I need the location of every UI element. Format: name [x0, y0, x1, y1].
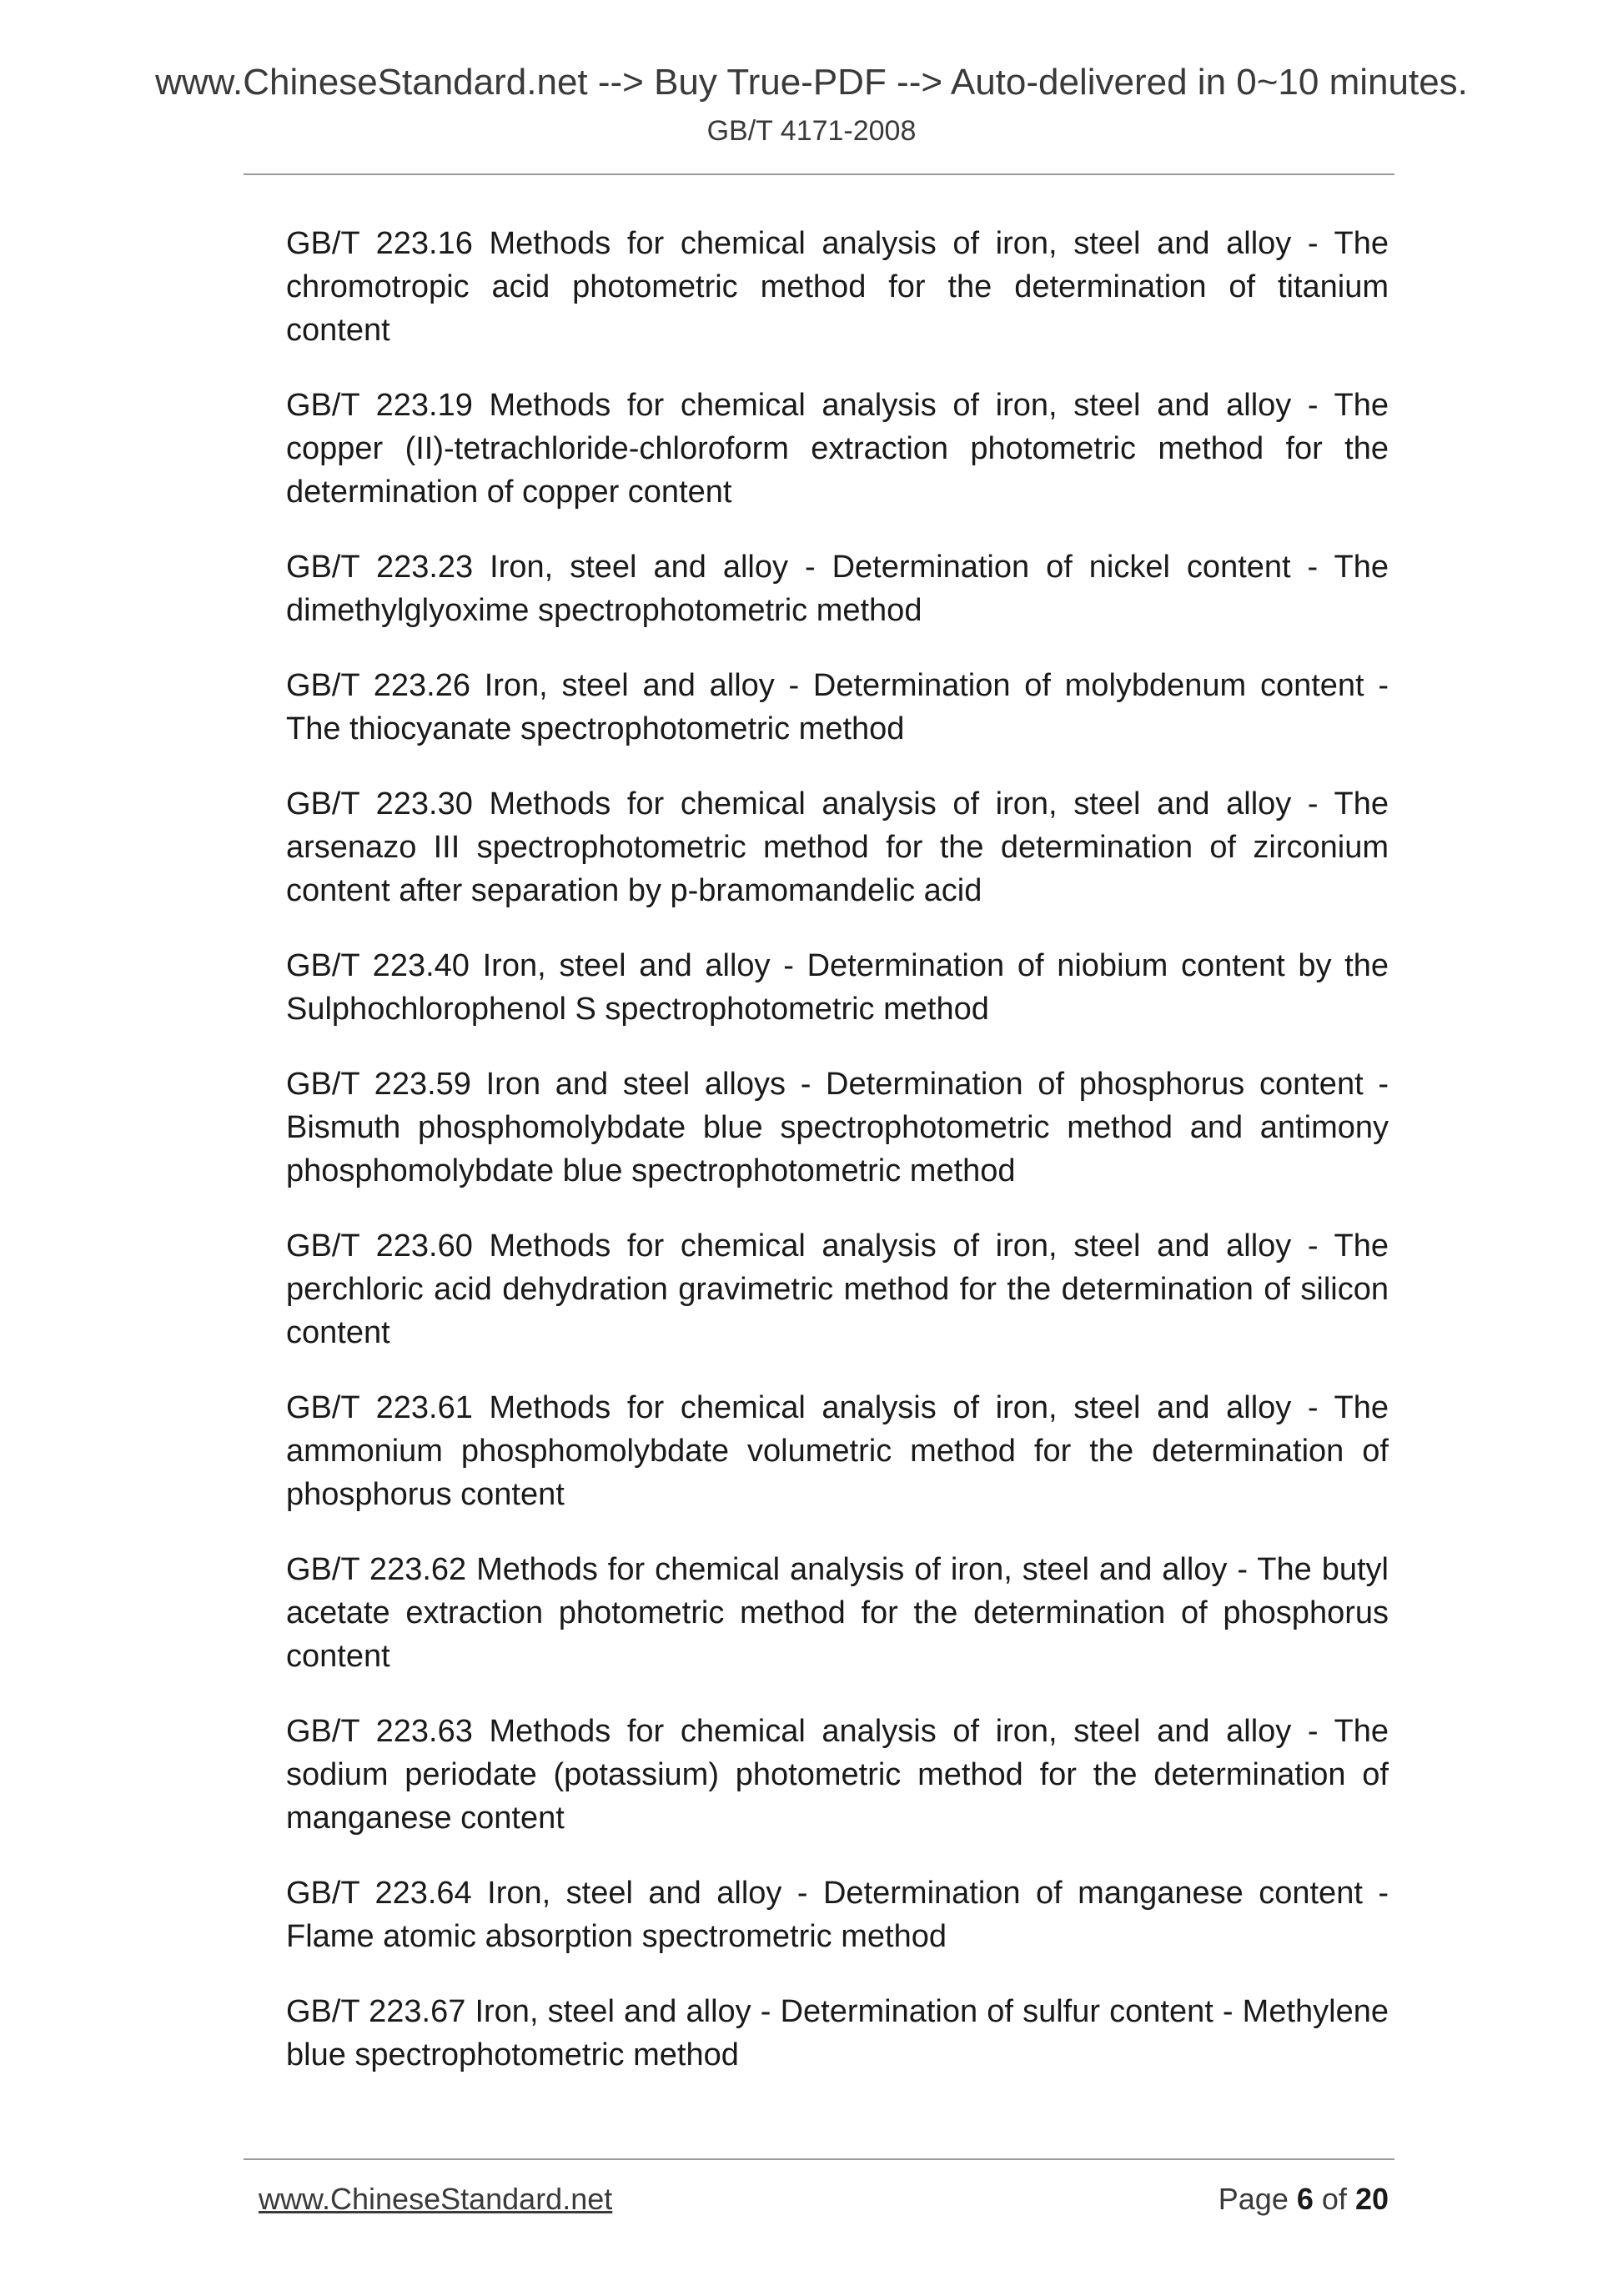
page-total: 20 [1354, 2182, 1389, 2216]
reference-item: GB/T 223.60 Methods for chemical analysis of iron, steel and alloy - The perchloric acid dehydration gravimetric method for the determination of silicon content [286, 1228, 1389, 1350]
standard-code: GB/T 4171-2008 [706, 115, 917, 147]
reference-list [286, 222, 1389, 2108]
header-divider [244, 173, 1394, 175]
footer-divider [244, 2158, 1394, 2160]
reference-item: GB/T 223.61 Methods for chemical analysis of iron, steel and alloy - The ammonium phosphomolybdate volumetric method for the determination of phosphorus content [286, 1390, 1389, 1512]
page-word: Page [1218, 2182, 1289, 2216]
page-header [0, 60, 1623, 148]
page-current: 6 [1296, 2182, 1314, 2216]
page-indicator [1219, 2178, 1389, 2220]
reference-item: GB/T 223.40 Iron, steel and alloy - Determination of niobium content by the Sulphochlorophenol S spectrophotometric method [286, 948, 1389, 1027]
site-link[interactable]: www.ChineseStandard.net [259, 2182, 613, 2216]
reference-item: GB/T 223.62 Methods for chemical analysis of iron, steel and alloy - The butyl acetate extraction photometric method for the determination of phosphorus content [286, 1552, 1389, 1674]
reference-item: GB/T 223.64 Iron, steel and alloy - Determination of manganese content - Flame atomic absorption spectrometric method [286, 1876, 1389, 1954]
reference-item: GB/T 223.16 Methods for chemical analysis of iron, steel and alloy - The chromotropic acid photometric method for the determination of titanium content [286, 226, 1389, 348]
reference-item: GB/T 223.19 Methods for chemical analysis of iron, steel and alloy - The copper (II)-tetrachloride-chloroform extraction photometric method for the determination of copper content [286, 388, 1389, 510]
reference-item: GB/T 223.67 Iron, steel and alloy - Determination of sulfur content - Methylene blue spectrophotometric method [286, 1994, 1389, 2072]
reference-item: GB/T 223.59 Iron and steel alloys - Determination of phosphorus content - Bismuth phosphomolybdate blue spectrophotometric method and antimony phosphomolybdate blue spectrophotometric method [286, 1067, 1389, 1188]
reference-item: GB/T 223.26 Iron, steel and alloy - Determination of molybdenum content - The thiocyanate spectrophotometric method [286, 668, 1389, 746]
reference-item: GB/T 223.23 Iron, steel and alloy - Determination of nickel content - The dimethylglyoxime spectrophotometric method [286, 550, 1389, 628]
header-promo-text: www.ChineseStandard.net --> Buy True-PDF --> Auto-delivered in 0~10 minutes. [155, 62, 1468, 103]
reference-item: GB/T 223.63 Methods for chemical analysis of iron, steel and alloy - The sodium periodate (potassium) photometric method for the determination of manganese content [286, 1714, 1389, 1836]
reference-item: GB/T 223.30 Methods for chemical analysis of iron, steel and alloy - The arsenazo III spectrophotometric method for the determination of zirconium content after separation by p-bramomandelic acid [286, 786, 1389, 908]
page-of: of [1321, 2182, 1347, 2216]
page-footer [259, 2178, 1389, 2220]
